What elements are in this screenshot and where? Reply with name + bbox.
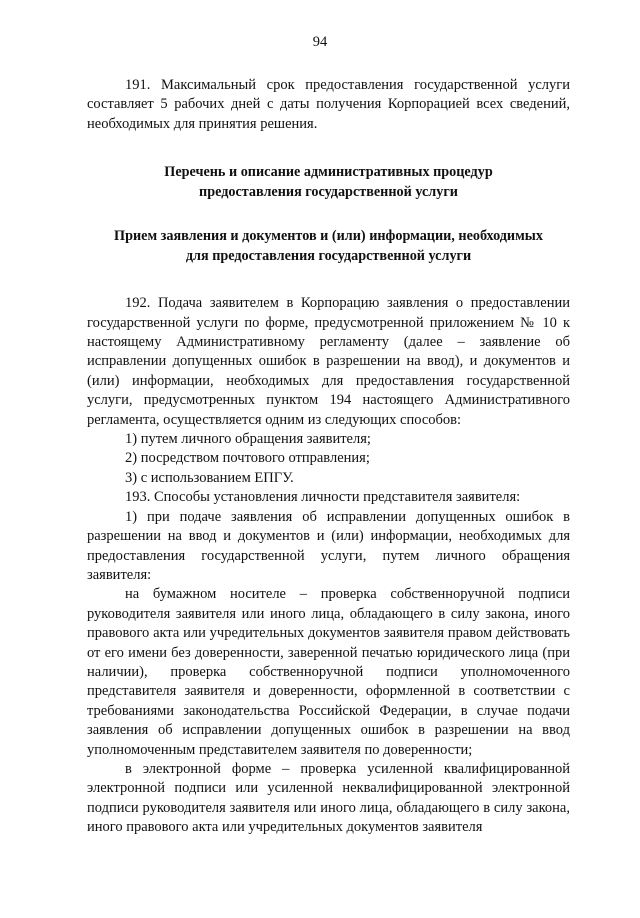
section-heading — [87, 162, 570, 202]
method-item-2: 2) посредством почтового отправления; — [125, 450, 370, 467]
paragraph-193-item-1: 1) при подаче заявления об исправлении допущенных ошибок в разрешении на ввод и документов и (или) информации, необходимых для предоставления государственной услуги, путем личного обращения заявителя: — [87, 508, 570, 583]
subsection-heading — [87, 226, 570, 266]
method-item-3: 3) с использованием ЕПГУ. — [125, 469, 294, 486]
section-heading-line-2: предоставления государственной услуги — [199, 184, 458, 201]
method-item-1: 1) путем личного обращения заявителя; — [125, 431, 371, 448]
paragraph-paper-form: на бумажном носителе – проверка собственноручной подписи руководителя заявителя или иного лица, обладающего в силу закона, иного правового акта или учредительных документов заявителя правом действовать от его имени без доверенности, заверенной печатью юридического лица (при наличии), проверка собственноручной подписи уполномоченного представителя заявителя и доверенности, оформленной в соответствии с требованиями законодательства Российской Федерации, в случае подачи заявления об исправлении допущенных ошибок в разрешении на ввод уполномоченным представителем заявителя по доверенности; — [87, 586, 570, 758]
subsection-heading-line-1: Прием заявления и документов и (или) информации, необходимых — [114, 228, 543, 245]
subsection-heading-line-2: для предоставления государственной услуги — [185, 248, 472, 265]
page-content — [87, 76, 570, 838]
paragraph-191: 191. Максимальный срок предоставления государственной услуги составляет 5 рабочих дней с даты получения Корпорацией всех сведений, необходимых для принятия решения. — [87, 77, 570, 132]
paragraph-electronic-form: в электронной форме – проверка усиленной квалифицированной электронной подписи или усиленной неквалифицированной электронной подписи руководителя заявителя или иного лица, обладающего в силу закона, иного правового акта или учредительных документов заявителя — [87, 760, 570, 836]
section-heading-line-1: Перечень и описание административных процедур — [164, 164, 493, 181]
paragraph-192: 192. Подача заявителем в Корпорацию заявления о предоставлении государственной услуги по форме, предусмотренной приложением № 10 к настоящему Административному регламенту (далее – заявление об исправлении допущенных ошибок в разрешении на ввод), и документов и (или) информации, необходимых для предоставления государственной услуги, предусмотренных пунктом 194 настоящего Административного регламента, осуществляется одним из следующих способов: — [87, 295, 570, 428]
paragraph-193: 193. Способы установления личности представителя заявителя: — [125, 489, 521, 506]
page-number: 94 — [312, 34, 328, 50]
